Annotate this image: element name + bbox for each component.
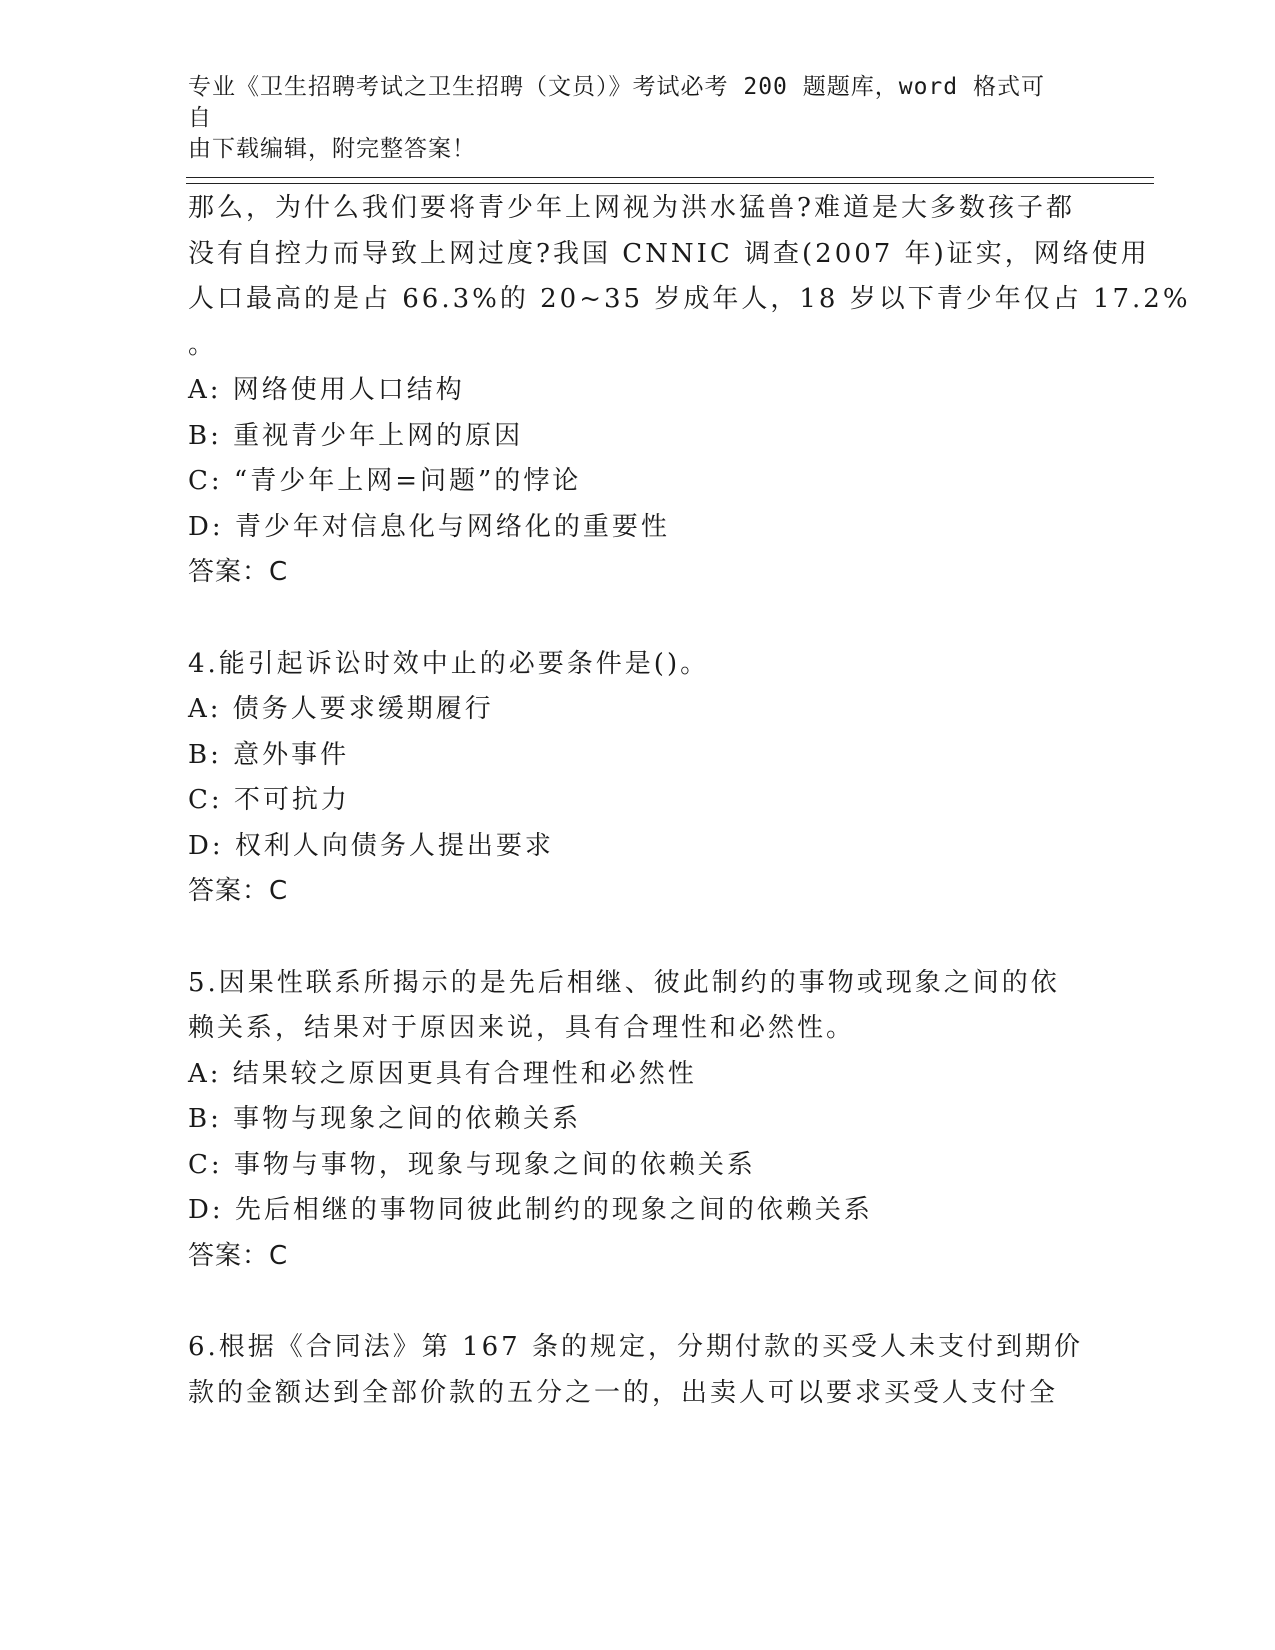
option-c: C: 事物与事物，现象与现象之间的依赖关系: [188, 1149, 756, 1180]
answer-line: 答案：C: [188, 557, 289, 587]
question-4: [188, 642, 1088, 915]
document-header: [188, 72, 1068, 165]
question-stem-line: 。: [188, 329, 218, 360]
question-stem-line: 款的金额达到全部价款的五分之一的，出卖人可以要求买受人支付全: [188, 1377, 1059, 1408]
spacer: [188, 596, 1088, 642]
question-stem-line: 4.能引起诉讼时效中止的必要条件是()。: [188, 648, 710, 679]
question-5: [188, 961, 1088, 1280]
header-line-2: 由下载编辑，附完整答案！: [188, 136, 476, 162]
answer-line: 答案：C: [188, 1240, 289, 1271]
header-divider-top: [186, 177, 1154, 178]
option-d: D: 先后相继的事物同彼此制约的现象之间的依赖关系: [188, 1195, 873, 1225]
option-a: A: 债务人要求缓期履行: [188, 694, 494, 724]
header-divider-bottom: [186, 183, 1154, 184]
option-b: B: 意外事件: [188, 739, 350, 770]
spacer: [188, 915, 1088, 961]
question-stem-line: 赖关系，结果对于原因来说，具有合理性和必然性。: [188, 1013, 856, 1043]
option-c: C: 不可抗力: [188, 785, 350, 815]
document-body: [188, 186, 1191, 1416]
option-a: A: 结果较之原因更具有合理性和必然性: [188, 1058, 697, 1089]
question-stem-line: 没有自控力而导致上网过度?我国 CNNIC 调查(2007 年)证实，网络使用: [188, 238, 1150, 269]
option-b: B: 重视青少年上网的原因: [188, 420, 524, 451]
question-6: [188, 1325, 1088, 1416]
spacer: [188, 1279, 1088, 1325]
question-stem-line: 5.因果性联系所揭示的是先后相继、彼此制约的事物或现象之间的依: [188, 967, 1060, 998]
answer-line: 答案：C: [188, 876, 289, 906]
option-b: B: 事物与现象之间的依赖关系: [188, 1104, 582, 1134]
question-stem-line: 6.根据《合同法》第 167 条的规定，分期付款的买受人未支付到期价: [188, 1332, 1083, 1362]
option-a: A: 网络使用人口结构: [188, 375, 465, 405]
option-d: D: 青少年对信息化与网络化的重要性: [188, 511, 670, 542]
question-3: [188, 186, 1191, 596]
question-stem-line: 那么，为什么我们要将青少年上网视为洪水猛兽?难道是大多数孩子都: [188, 193, 1075, 223]
question-stem-line: 人口最高的是占 66.3%的 20~35 岁成年人，18 岁以下青少年仅占 17.2%: [188, 284, 1191, 314]
header-line-1: 专业《卫生招聘考试之卫生招聘（文员）》考试必考 200 题题库，word 格式可自: [188, 74, 1045, 131]
option-c: C: “青少年上网=问题”的悖论: [188, 466, 582, 496]
option-d: D: 权利人向债务人提出要求: [188, 830, 554, 861]
